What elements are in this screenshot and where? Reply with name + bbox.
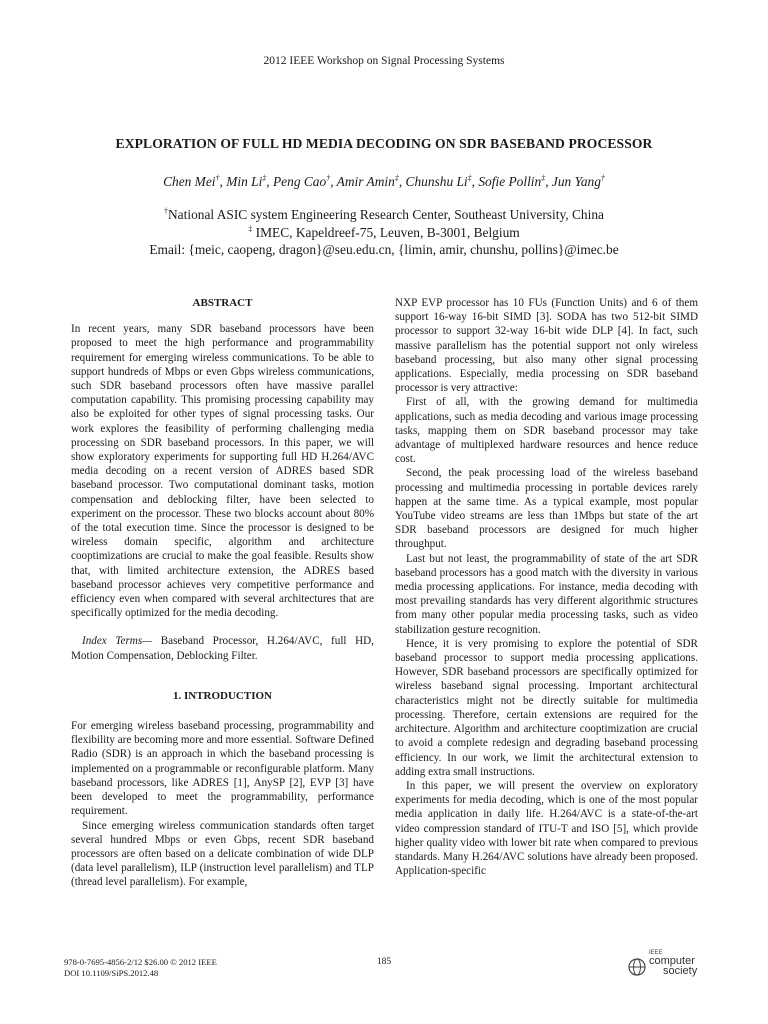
author-mark: † <box>326 173 331 183</box>
author-list: Chen Mei†, Min Li‡, Peng Cao†, Amir Amin‡, Chunshu Li‡, Sofie Pollin‡, Jun Yang† <box>163 173 605 189</box>
author-name: Chunshu Li <box>405 174 468 189</box>
author-mark: ‡ <box>541 173 546 183</box>
author-name: Amir Amin <box>336 174 395 189</box>
index-terms-text: Baseband Processor, H.264/AVC, full HD, Motion Compensation, Deblocking Filter. <box>71 635 375 662</box>
doi-line: DOI 10.1109/SiPS.2012.48 <box>64 968 159 978</box>
intro-paragraph: Since emerging wireless communication standards often target several hundred Mbps or even Gbps, recent SDR baseband processors are often based on a delicate combination of wide DLP (data level parallelism), ILP (instruction level parallelism) and TLP (thread level parallelism). For example, <box>71 819 374 889</box>
index-terms-label: Index Terms— <box>82 635 153 648</box>
affiliation-mark: † <box>164 206 169 216</box>
body-paragraph: Hence, it is very promising to explore the potential of SDR baseband processor to support media processing applications. However, SDR baseband processors are specifically optimized for wireless baseband signal processing. Important architectural characteristics might not be directly suitable for multimedia processing. Therefore, certain extensions are required for the architecture. Algorithm and architecture cooptimization are crucial to avoid a complete redesign and degrading baseband processing efficiency. In our work, we limit the architectural extension to adding extra small instructions. <box>395 637 698 778</box>
globe-icon <box>627 957 647 977</box>
page-number: 185 <box>376 957 392 967</box>
abstract-heading: ABSTRACT <box>192 297 253 309</box>
body-paragraph: Last but not least, the programmability of state of the art SDR baseband processors has a good match with the diversity in various media processing applications. For instance, media decoding with most prevailing standards has very different algorithmic structures from many other popular media processing tasks, such as video stabilization gesture recognition. <box>395 552 698 636</box>
abstract-text: In recent years, many SDR baseband processors have been proposed to meet the high performance and programmability requirement for emerging wireless communications. To be able to support hundreds of Mbps or even Gbps wireless communications, such SDR baseband processors often have massive parallel computation capability. This promising processing capability may also be exploited for other types of signal processing tasks. Our work explores the feasibility of performing challenging media processing on SDR baseband processors. In this paper, we will show exploratory experiments for supporting full HD H.264/AVC media decoding on a recent version of ADRES based SDR baseband processor. Two computational dominant tasks, motion compensation and deblocking filter, have been selected to experiment on the processor. These two blocks account about 80% of the total execution time. Since the processor is designed to be wireless domain specific, algorithm and architecture cooptimizations are crucial to make the goal feasible. Results show that, with limited architecture extension, the ADRES based baseband processor achieves very competitive performance and efficiency even when compared with several architectures that are specifically optimized for the media decoding. <box>71 323 374 620</box>
affiliation-seu: †National ASIC system Engineering Research Center, Southeast University, China <box>164 206 604 222</box>
logo-society-text: computer society <box>649 955 698 977</box>
email-line: Email: {meic, caopeng, dragon}@seu.edu.cn, {limin, amir, chunshu, pollins}@imec.be <box>149 242 619 257</box>
author-name: Peng Cao <box>273 174 327 189</box>
intro-paragraph: For emerging wireless baseband processing, programmability and flexibility are becoming more and more essential. Software Defined Radio (SDR) is an approach in which the baseband processing is implemented on a programmable or reconfigurable platform. Many baseband processors, like ADRES [1], AnySP [2], EVP [3] have been developed to meet the programmability, performance requirement. <box>71 720 374 818</box>
affiliation-mark: ‡ <box>248 224 253 234</box>
author-mark: ‡ <box>262 173 267 183</box>
body-paragraph: In this paper, we will present the overview on exploratory experiments for media decoding, which is one of the most popular media application in daily life. H.264/AVC is a state-of-the-art video compression standard of ITU-T and ISO [5], which provide higher quality video with lower bit rate when compared to previous standards. Many H.264/AVC solutions have already been proposed. Application-specific <box>395 779 698 878</box>
author-mark: ‡ <box>467 173 472 183</box>
author-mark: † <box>600 173 605 183</box>
left-column <box>71 296 374 890</box>
author-mark: † <box>215 173 220 183</box>
author-name: Sofie Pollin <box>478 174 542 189</box>
affiliations <box>40 206 728 259</box>
body-paragraph: Second, the peak processing load of the wireless baseband processing and multimedia processing in portable devices rarely happen at the same time. As a typical example, most popular YouTube video streams are less than 1Mbps but state of the art SDR baseband processors are designed for much higher throughput. <box>395 467 698 551</box>
logo-ieee-text: IEEE <box>649 950 663 956</box>
author-name: Jun Yang <box>551 174 601 189</box>
paper-title: EXPLORATION OF FULL HD MEDIA DECODING ON SDR BASEBAND PROCESSOR <box>115 136 653 151</box>
introduction-heading: 1. INTRODUCTION <box>172 689 272 702</box>
venue-header: 2012 IEEE Workshop on Signal Processing Systems <box>263 55 505 67</box>
right-column <box>395 296 698 878</box>
ieee-computer-society-logo <box>627 950 707 980</box>
body-paragraph: NXP EVP processor has 10 FUs (Function Units) and 6 of them support 16-way 16-bit SIMD [3]. SODA has two 512-bit SIMD processor to support 32-way 16-bit wide DLP [4]. In fact, such massive parallelism has the potential support not only wireless baseband processing, but also many other signal processing applications. Especially, media processing on SDR baseband processor is very attractive: <box>395 297 698 395</box>
author-name: Min Li <box>226 174 263 189</box>
affiliation-imec: ‡ IMEC, Kapeldreef-75, Leuven, B-3001, Belgium <box>248 224 520 240</box>
body-paragraph: First of all, with the growing demand for multimedia applications, such as media decoding and various image processing tasks, mapping them on SDR baseband processor may take advantage of multiplexed hardware resources and hence reduce cost. <box>395 396 698 466</box>
index-terms <box>71 634 374 662</box>
author-mark: ‡ <box>394 173 399 183</box>
isbn-line: 978-0-7695-4856-2/12 $26.00 © 2012 IEEE <box>64 957 217 967</box>
author-name: Chen Mei <box>163 174 216 189</box>
